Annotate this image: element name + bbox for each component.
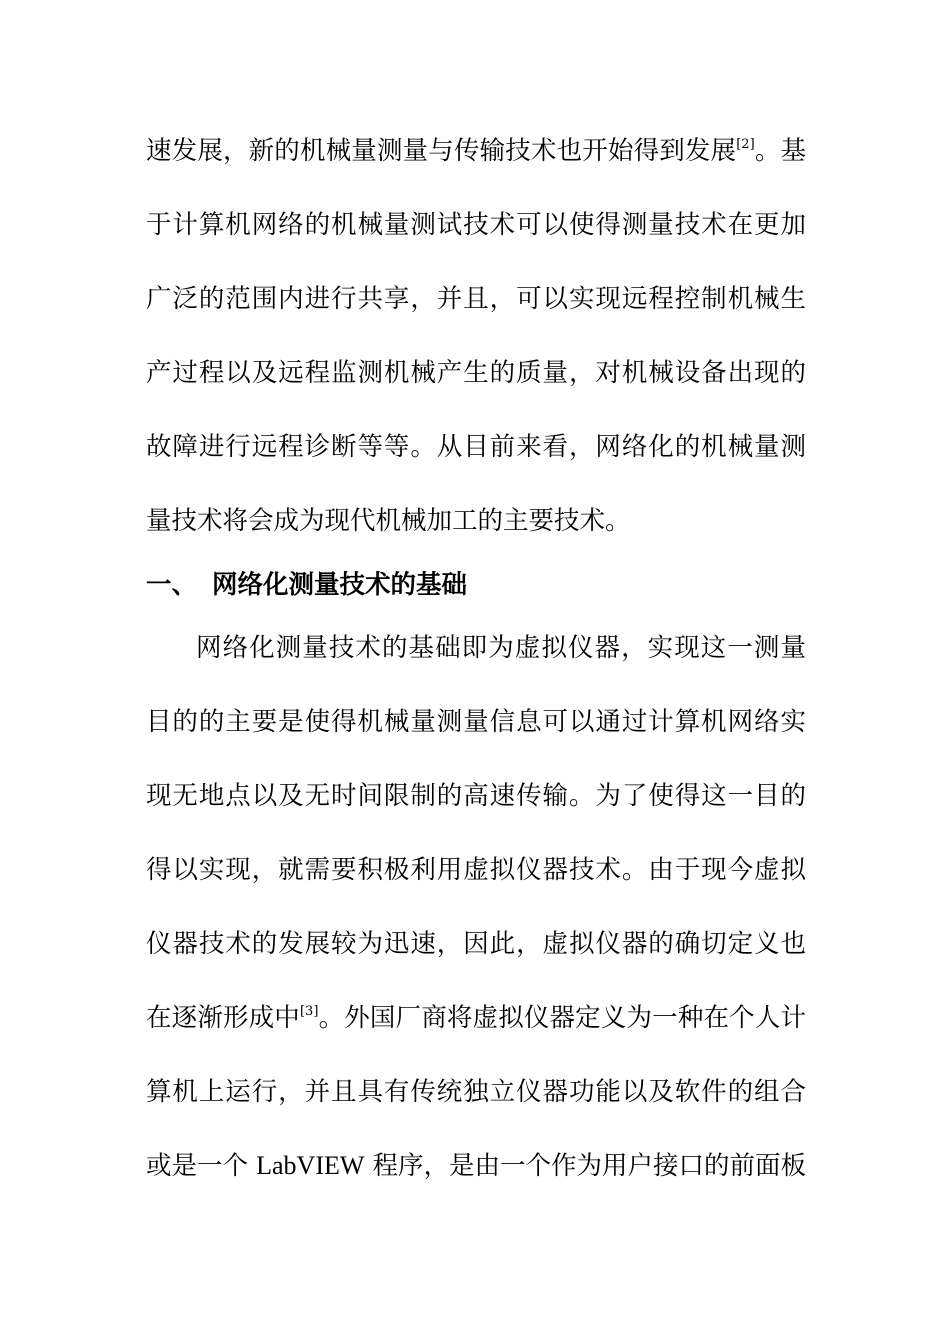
citation-ref: [2]	[736, 137, 755, 152]
section-title: 网络化测量技术的基础	[212, 570, 468, 600]
paragraph-2-line-8	[146, 1151, 806, 1181]
paragraph-1-line-3: 广泛的范围内进行共享，并且，可以实现远程控制机械生	[146, 284, 806, 314]
paragraph-2-line-2: 目的的主要是使得机械量测量信息可以通过计算机网络实	[146, 707, 806, 737]
paragraph-1-line-6: 量技术将会成为现代机械加工的主要技术。	[146, 506, 631, 536]
paragraph-1-line-5: 故障进行远程诊断等等。从目前来看，网络化的机械量测	[146, 432, 806, 462]
paragraph-2-line-4: 得以实现，就需要积极利用虚拟仪器技术。由于现今虚拟	[146, 855, 806, 885]
paragraph-1-line-4: 产过程以及远程监测机械产生的质量，对机械设备出现的	[146, 358, 806, 388]
citation-ref: [3]	[299, 1004, 319, 1019]
paragraph-2-line-6	[146, 1003, 806, 1033]
text-segment: 或是一个	[146, 1151, 249, 1181]
section-heading	[146, 570, 806, 600]
paragraph-2-line-3: 现无地点以及无时间限制的高速传输。为了使得这一目的	[146, 781, 806, 811]
paragraph-2-line-5: 仪器技术的发展较为迅速，因此，虚拟仪器的确切定义也	[146, 929, 806, 959]
text-segment: 程序，是由一个作为用户接口的前面板	[372, 1151, 807, 1181]
text-segment: 在逐渐形成中	[146, 1003, 300, 1033]
paragraph-2-line-7: 算机上运行，并且具有传统独立仪器功能以及软件的组合	[146, 1077, 806, 1107]
paragraph-1-line-2: 于计算机网络的机械量测试技术可以使得测量技术在更加	[146, 210, 806, 240]
text-segment: 。外国厂商将虚拟仪器定义为一种在个人计	[318, 1003, 806, 1033]
paragraph-2-line-1: 网络化测量技术的基础即为虚拟仪器，实现这一测量	[196, 633, 806, 663]
text-segment: 。基	[754, 136, 806, 166]
section-number: 一、	[146, 570, 198, 600]
text-segment: 速发展，新的机械量测量与传输技术也开始得到发展	[146, 136, 737, 166]
paragraph-1-line-1	[146, 136, 806, 166]
latin-term: LabVIEW	[256, 1151, 365, 1180]
